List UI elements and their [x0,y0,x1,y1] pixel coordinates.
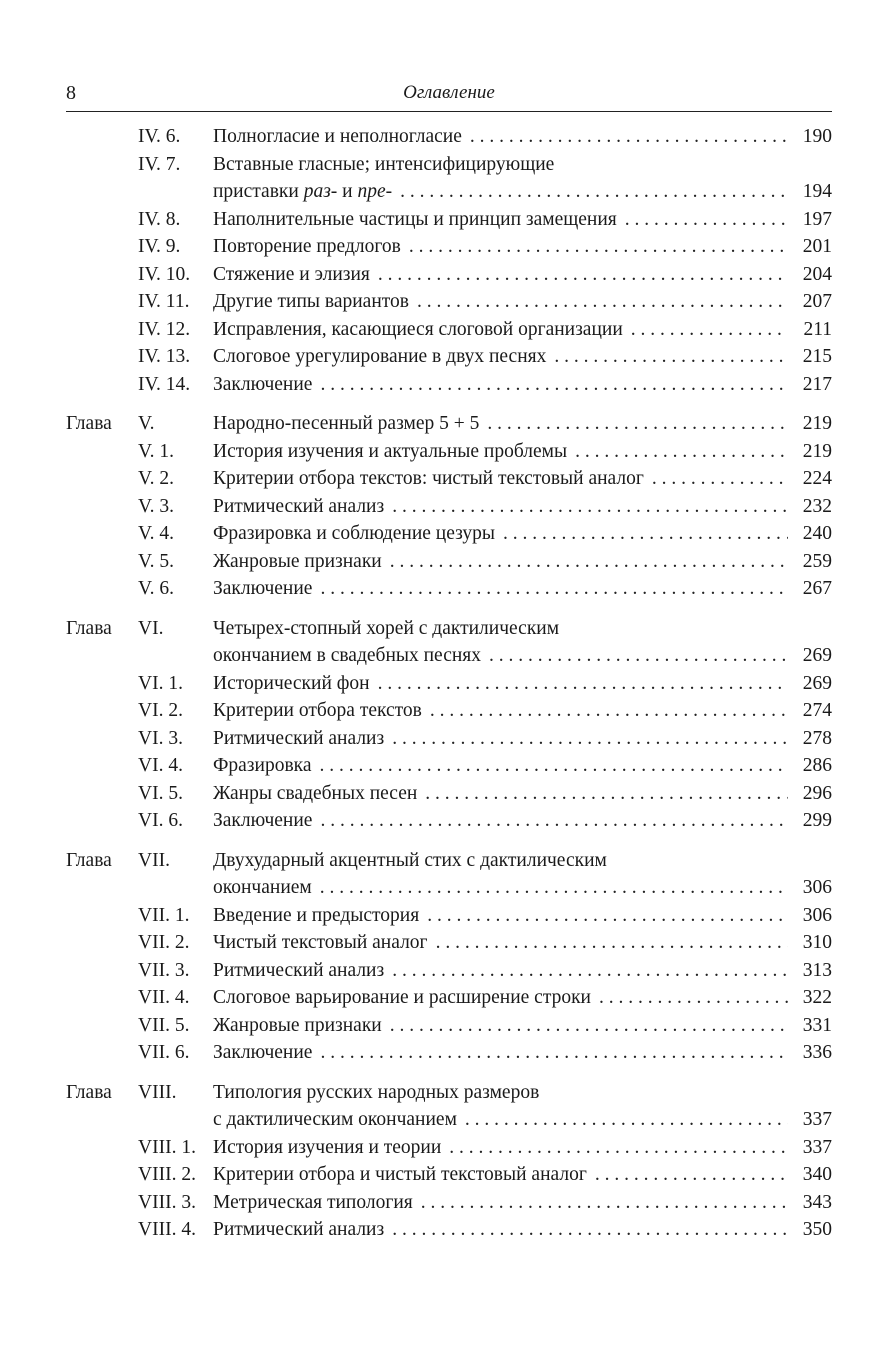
entry-title-text: Критерии отбора и чистый текстовый аналог [213,1164,587,1185]
chapter-label: Глава [66,1081,112,1103]
toc-entry[interactable] [66,123,832,151]
entry-title-line [213,752,832,780]
entry-title-line [213,410,832,438]
page-ref: 350 [802,1219,832,1240]
page-ref: 259 [802,550,832,572]
entry-title-line [213,1134,832,1162]
entry-title-line [213,465,832,493]
entry-title-line [213,615,832,643]
page-ref: 343 [802,1191,832,1213]
entry-title [213,1012,382,1040]
section-number: IV. 13. [138,346,191,367]
dot-leader [378,670,788,698]
entry-title-line [213,151,832,179]
entry-title-line [213,123,832,151]
toc-entry[interactable] [66,520,832,548]
entry-title-text: окончанием в свадебных песнях [213,645,482,666]
dot-leader [449,1134,788,1162]
entry-title [213,1134,441,1162]
entry-title [213,615,559,643]
entry-title-text: Наполнительные частицы и принцип замещения [213,208,617,230]
entry-title [213,371,312,399]
entry-title-line [213,316,832,344]
toc-entry[interactable] [66,206,832,234]
page-ref: 337 [802,1109,832,1130]
entry-title [213,1161,587,1189]
entry-title-line [213,670,832,698]
toc-entry[interactable] [66,780,832,808]
entry-title-italic: пре- [357,181,393,202]
toc-entry[interactable] [66,1134,832,1162]
entry-title-text: Чистый текстовый аналог [213,932,428,953]
toc-entry[interactable] [66,493,832,521]
header-rule [66,111,832,112]
page-ref: 331 [802,1014,832,1036]
toc-entry[interactable] [66,371,832,399]
toc-entry[interactable] [66,807,832,835]
toc-entry[interactable] [66,615,832,643]
entry-title-line [213,520,832,548]
toc-entry[interactable] [66,847,832,875]
entry-title-text: Типология русских народных размеров [213,1081,540,1103]
dot-leader [378,261,788,289]
page-ref: 299 [802,810,832,831]
entry-title-text: Заключение [213,810,313,831]
entry-title-line [213,493,832,521]
toc-chapter-group [66,615,832,835]
entry-title [213,410,479,438]
dot-leader [465,1106,788,1134]
toc-entry[interactable] [66,697,832,725]
toc-entry[interactable] [66,1079,832,1107]
entry-title-line [213,957,832,985]
entry-title [213,465,644,493]
entry-title-text: Жанровые признаки [213,550,382,572]
section-number: VIII. 1. [138,1136,196,1158]
toc-entry[interactable] [66,874,832,902]
section-number: VIII. 4. [138,1219,196,1240]
toc-entry[interactable] [66,316,832,344]
entry-title [213,725,384,753]
dot-leader [470,123,788,151]
section-number: VIII. 2. [138,1164,196,1185]
page-ref: 267 [802,578,832,599]
toc-entry[interactable] [66,642,832,670]
section-number: VI. 1. [138,672,183,694]
entry-title [213,1106,457,1134]
entry-title-line [213,1216,832,1244]
dot-leader [392,1216,788,1244]
chapter-label: Глава [66,849,112,871]
entry-title-text: Критерии отбора текстов [213,700,422,721]
section-number: IV. 14. [138,373,191,395]
entry-title-line [213,847,832,875]
section-number: V. 6. [138,578,174,599]
dot-leader [320,1039,788,1067]
page-ref: 194 [802,181,832,202]
entry-title-text: Метрическая типология [213,1191,413,1213]
entry-title-text: Исправления, касающиеся слоговой организации [213,318,623,340]
section-number: VII. 3. [138,959,190,981]
dot-leader [320,575,788,603]
dot-leader [392,725,788,753]
section-number: VI. 6. [138,810,183,831]
entry-title-line [213,780,832,808]
entry-title-line [213,288,832,316]
toc-entry[interactable] [66,1106,832,1134]
entry-title-text: Слоговое варьирование и расширение строки [213,987,591,1008]
dot-leader [487,410,788,438]
toc-entry[interactable] [66,725,832,753]
entry-title-text: Жанры свадебных песен [213,782,418,804]
entry-title [213,520,495,548]
section-number: VII. 4. [138,987,190,1008]
entry-title [213,548,382,576]
entry-title-text: Ритмический анализ [213,1219,385,1240]
toc-entry[interactable] [66,410,832,438]
toc-entry[interactable] [66,1012,832,1040]
entry-title [213,874,312,902]
dot-leader [575,438,788,466]
toc-entry[interactable] [66,343,832,371]
toc-chapter-group [66,847,832,1067]
page-ref: 215 [802,346,832,367]
entry-title-line [213,343,832,371]
section-number: V. 5. [138,550,174,572]
toc-entry[interactable] [66,548,832,576]
dot-leader [320,807,788,835]
entry-title-line [213,725,832,753]
dot-leader [417,288,788,316]
entry-title-line [213,697,832,725]
page-ref: 201 [802,236,832,257]
entry-title-text: Вставные гласные; интенсифицирующие [213,153,555,175]
entry-title-text: Полногласие и неполногласие [213,126,462,147]
dot-leader [427,902,788,930]
entry-title [213,957,384,985]
entry-title-line [213,438,832,466]
dot-leader [392,957,788,985]
entry-title [213,929,428,957]
entry-title-text: Слоговое урегулирование в двух песнях [213,346,547,367]
entry-title [213,206,617,234]
page-ref: 211 [803,318,832,340]
page-ref: 337 [802,1136,832,1158]
entry-title-line [213,642,832,670]
entry-title [213,984,591,1012]
page-ref: 322 [802,987,832,1008]
entry-title-text: Фразировка [213,755,312,776]
toc-entry[interactable] [66,151,832,179]
toc-entry[interactable] [66,1216,832,1244]
toc-entry[interactable] [66,233,832,261]
entry-title [213,493,384,521]
entry-title [213,780,417,808]
toc-entry[interactable] [66,984,832,1012]
entry-title [213,123,462,151]
page-ref: 274 [802,700,832,721]
toc-entry[interactable] [66,261,832,289]
section-number: V. [138,413,155,434]
entry-title-text: История изучения и теории [213,1136,442,1158]
entry-title-text: Жанровые признаки [213,1014,382,1036]
entry-title-line [213,902,832,930]
entry-title-line [213,984,832,1012]
entry-title-text: с дактилическим окончанием [213,1109,457,1130]
entry-title-text: Ритмический анализ [213,727,385,749]
page-ref: 310 [802,932,832,953]
entry-title-text: Другие типы вариантов [213,291,409,312]
entry-title-line [213,1079,832,1107]
section-number: VIII. [138,1081,177,1103]
page-ref: 296 [802,782,832,804]
entry-title [213,178,392,206]
entry-title [213,575,312,603]
entry-title-text: Ритмический анализ [213,495,385,517]
page-ref: 269 [802,672,832,694]
toc-entry[interactable] [66,465,832,493]
entry-title [213,1216,384,1244]
dot-leader [430,697,788,725]
entry-title-text: Исторический фон [213,672,370,694]
entry-title-line [213,206,832,234]
entry-title-text: История изучения и актуальные проблемы [213,440,568,462]
toc-entry[interactable] [66,929,832,957]
entry-title [213,343,546,371]
section-number: IV. 10. [138,263,191,285]
toc-entry[interactable] [66,670,832,698]
entry-title [213,807,312,835]
section-number: V. 3. [138,495,174,517]
toc-entry[interactable] [66,1161,832,1189]
entry-title-text: приставки [213,181,304,202]
dot-leader [489,642,788,670]
dot-leader [390,548,788,576]
entry-title-line [213,371,832,399]
dot-leader [400,178,788,206]
toc-entry[interactable] [66,438,832,466]
section-number: VII. 1. [138,904,190,926]
page-ref: 278 [802,727,832,749]
page-ref: 217 [802,373,832,395]
entry-title-line [213,1012,832,1040]
page-number: 8 [66,82,76,104]
entry-title-line [213,1039,832,1067]
entry-title-text: Двухударный акцентный стих с дактилическим [213,849,607,871]
entry-title [213,151,554,179]
entry-title [213,316,623,344]
dot-leader [436,929,788,957]
dot-leader [392,493,788,521]
dot-leader [554,343,788,371]
toc-chapter-group [66,1079,832,1244]
entry-title [213,261,370,289]
page-ref: 306 [802,904,832,926]
dot-leader [599,984,788,1012]
section-number: IV. 11. [138,291,190,312]
page-ref: 232 [802,495,832,517]
toc-entry[interactable] [66,178,832,206]
page-ref: 224 [802,468,832,489]
section-number: VI. 5. [138,782,183,804]
section-number: VII. 5. [138,1014,190,1036]
page-ref: 286 [802,755,832,776]
entry-title-line [213,548,832,576]
dot-leader [503,520,788,548]
dot-leader [409,233,788,261]
entry-title-text: Повторение предлогов [213,236,401,257]
page-ref: 204 [802,263,832,285]
section-number: V. 4. [138,523,174,544]
page-ref: 336 [802,1042,832,1063]
entry-title-line [213,874,832,902]
entry-title [213,697,422,725]
page-ref: 190 [802,126,832,147]
entry-title [213,1039,312,1067]
dot-leader [625,206,788,234]
section-number: IV. 8. [138,208,181,230]
entry-title-text: Четырех-стопный хорей с дактилическим [213,617,560,639]
entry-title-text: окончанием [213,877,312,898]
section-number: VI. 4. [138,755,183,776]
entry-title-line [213,261,832,289]
toc-entry[interactable] [66,957,832,985]
entry-title-text: Введение и предыстория [213,904,420,926]
page-ref: 313 [802,959,832,981]
page-ref: 219 [802,440,832,462]
page-ref: 207 [802,291,832,312]
toc-chapter-group [66,410,832,603]
entry-title-line [213,575,832,603]
toc-entry[interactable] [66,575,832,603]
section-number: VII. 6. [138,1042,190,1063]
entry-title [213,1189,413,1217]
entry-title-text: Заключение [213,578,313,599]
entry-title-text: Критерии отбора текстов: чистый текстовый аналог [213,468,644,489]
dot-leader [631,316,788,344]
entry-title-line [213,929,832,957]
entry-title-text: Народно-песенный размер 5 + 5 [213,413,480,434]
section-number: V. 2. [138,468,174,489]
section-number: IV. 7. [138,153,181,175]
entry-title-text: Заключение [213,1042,313,1063]
entry-title [213,1079,539,1107]
table-of-contents [66,123,832,1256]
section-number: VI. 3. [138,727,183,749]
page-header [66,80,832,110]
entry-title-line [213,178,832,206]
toc-entry[interactable] [66,1039,832,1067]
chapter-label: Глава [66,413,112,434]
section-number: VII. 2. [138,932,190,953]
chapter-label: Глава [66,617,112,639]
section-number: VII. [138,849,170,871]
page-ref: 340 [802,1164,832,1185]
entry-title [213,902,419,930]
page-ref: 269 [802,645,832,666]
page-ref: 240 [802,523,832,544]
running-title: Оглавление [403,82,495,103]
section-number: V. 1. [138,440,174,462]
dot-leader [320,752,789,780]
entry-title-text: и [337,181,358,202]
section-number: VI. [138,617,164,639]
dot-leader [320,874,788,902]
entry-title-line [213,1106,832,1134]
dot-leader [390,1012,788,1040]
entry-title [213,670,370,698]
entry-title [213,288,409,316]
entry-title-line [213,1189,832,1217]
entry-title [213,642,481,670]
entry-title-text: Стяжение и элизия [213,263,370,285]
page-ref: 306 [802,877,832,898]
section-number: IV. 6. [138,126,181,147]
entry-title [213,847,607,875]
toc-entry[interactable] [66,752,832,780]
dot-leader [595,1161,788,1189]
page-ref: 219 [802,413,832,434]
section-number: IV. 9. [138,236,181,257]
toc-chapter-group [66,123,832,398]
entry-title-text: Фразировка и соблюдение цезуры [213,523,496,544]
entry-title-italic: раз- [303,181,338,202]
dot-leader [320,371,788,399]
section-number: VIII. 3. [138,1191,196,1213]
entry-title-text: Ритмический анализ [213,959,385,981]
section-number: IV. 12. [138,318,191,340]
dot-leader [425,780,788,808]
entry-title [213,233,401,261]
entry-title [213,438,567,466]
dot-leader [421,1189,788,1217]
entry-title [213,752,312,780]
toc-entry[interactable] [66,1189,832,1217]
entry-title-line [213,1161,832,1189]
entry-title-text: Заключение [213,373,313,395]
toc-entry[interactable] [66,902,832,930]
section-number: VI. 2. [138,700,183,721]
entry-title-line [213,233,832,261]
entry-title-line [213,807,832,835]
toc-entry[interactable] [66,288,832,316]
page-ref: 197 [802,208,832,230]
dot-leader [652,465,788,493]
